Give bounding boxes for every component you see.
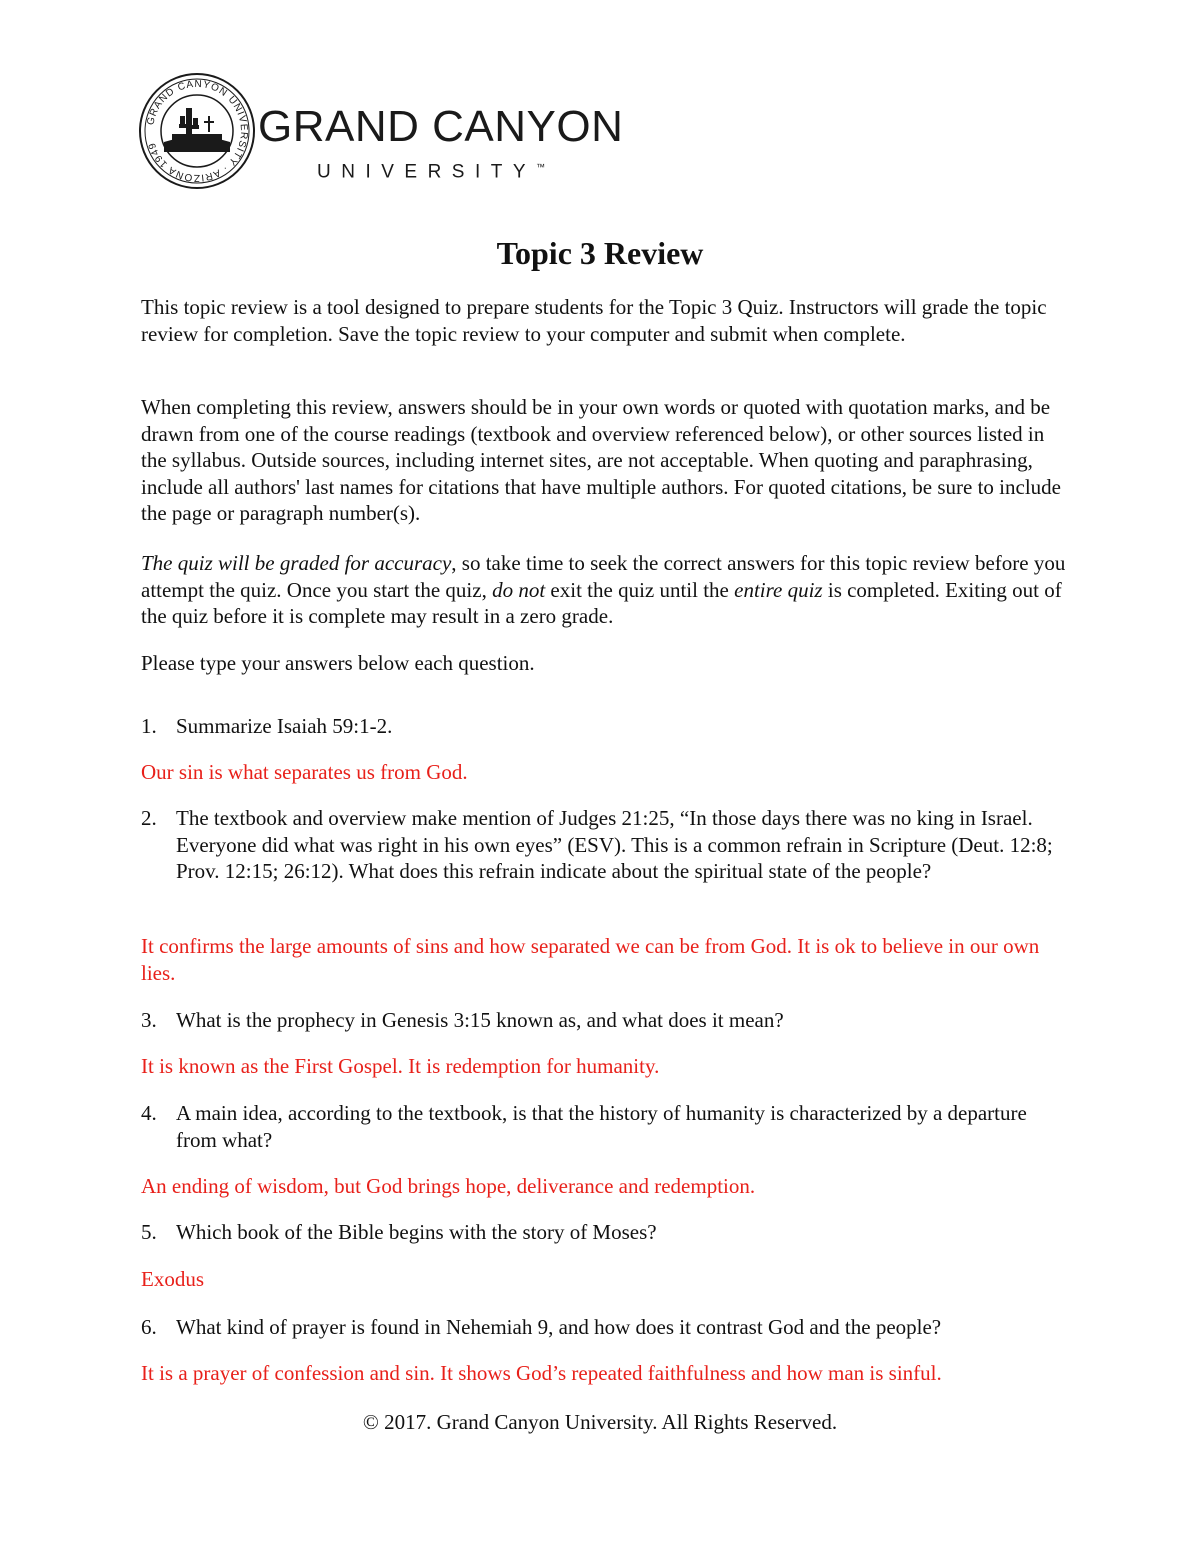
instruction-text: Please type your answers below each question.: [141, 651, 535, 675]
answer-text[interactable]: An ending of wisdom, but God brings hope, deliverance and redemption.: [141, 1174, 756, 1198]
question-number: 4.: [141, 1101, 157, 1125]
intro-paragraph-2: When completing this review, answers should be in your own words or quoted with quotation marks, and be drawn from one of the course readings (textbook and overview referenced below), or other sources listed in the syllabus. Outside sources, including internet sites, are not acceptable. When quoting and paraphrasing, include all authors' last names for citations that have multiple authors. For quoted citations, be sure to include the page or paragraph number(s).: [141, 395, 1061, 525]
question-text: Summarize Isaiah 59:1-2.: [176, 714, 393, 738]
answer-text[interactable]: It is a prayer of confession and sin. It shows God’s repeated faithfulness and how man is sinful.: [141, 1361, 942, 1385]
university-wordmark: [258, 103, 658, 183]
question-number: 1.: [141, 714, 157, 738]
university-logo: [138, 72, 658, 192]
answer-text[interactable]: Our sin is what separates us from God.: [141, 760, 468, 784]
university-seal-icon: [138, 72, 256, 190]
svg-text:GRAND CANYON UNIVERSITY · ARIZ: GRAND CANYON UNIVERSITY · ARIZONA 1949: [145, 78, 250, 184]
question-text: What kind of prayer is found in Nehemiah 9, and how does it contrast God and the people?: [176, 1315, 942, 1339]
question-number: 3.: [141, 1008, 157, 1032]
answer-text[interactable]: Exodus: [141, 1267, 204, 1291]
question-text: A main idea, according to the textbook, is that the history of humanity is characterized by a departure from what?: [176, 1101, 1027, 1152]
brand-name: GRAND CANYON: [258, 102, 624, 151]
intro-paragraph-1: This topic review is a tool designed to prepare students for the Topic 3 Quiz. Instructors will grade the topic review for completion. Save the topic review to your computer and submit when complete.: [141, 295, 1047, 346]
question-number: 5.: [141, 1220, 157, 1244]
question-text: What is the prophecy in Genesis 3:15 known as, and what does it mean?: [176, 1008, 784, 1032]
answer-text[interactable]: It confirms the large amounts of sins and how separated we can be from God. It is ok to believe in our own lies.: [141, 934, 1040, 985]
answer-text[interactable]: It is known as the First Gospel. It is redemption for humanity.: [141, 1054, 660, 1078]
page-title: Topic 3 Review: [496, 235, 704, 271]
brand-subtitle: UNIVERSITY™: [317, 161, 546, 183]
question-number: 6.: [141, 1315, 157, 1339]
question-text: Which book of the Bible begins with the story of Moses?: [176, 1220, 657, 1244]
question-number: 2.: [141, 806, 157, 830]
copyright-footer: © 2017. Grand Canyon University. All Rights Reserved.: [362, 1410, 838, 1434]
intro-paragraph-3: The quiz will be graded for accuracy, so take time to seek the correct answers for this topic review before you attempt the quiz. Once you start the quiz, do not exit the quiz until the entire quiz is completed. Exiting out of the quiz before it is complete may result in a zero grade.: [141, 551, 1066, 628]
question-text: The textbook and overview make mention of Judges 21:25, “In those days there was no king in Israel. Everyone did what was right in his own eyes” (ESV). This is a common refrain in Scripture (Deut. 12:8; Prov. 12:15; 26:12). What does this refrain indicate about the spiritual state of the people?: [176, 806, 1053, 883]
